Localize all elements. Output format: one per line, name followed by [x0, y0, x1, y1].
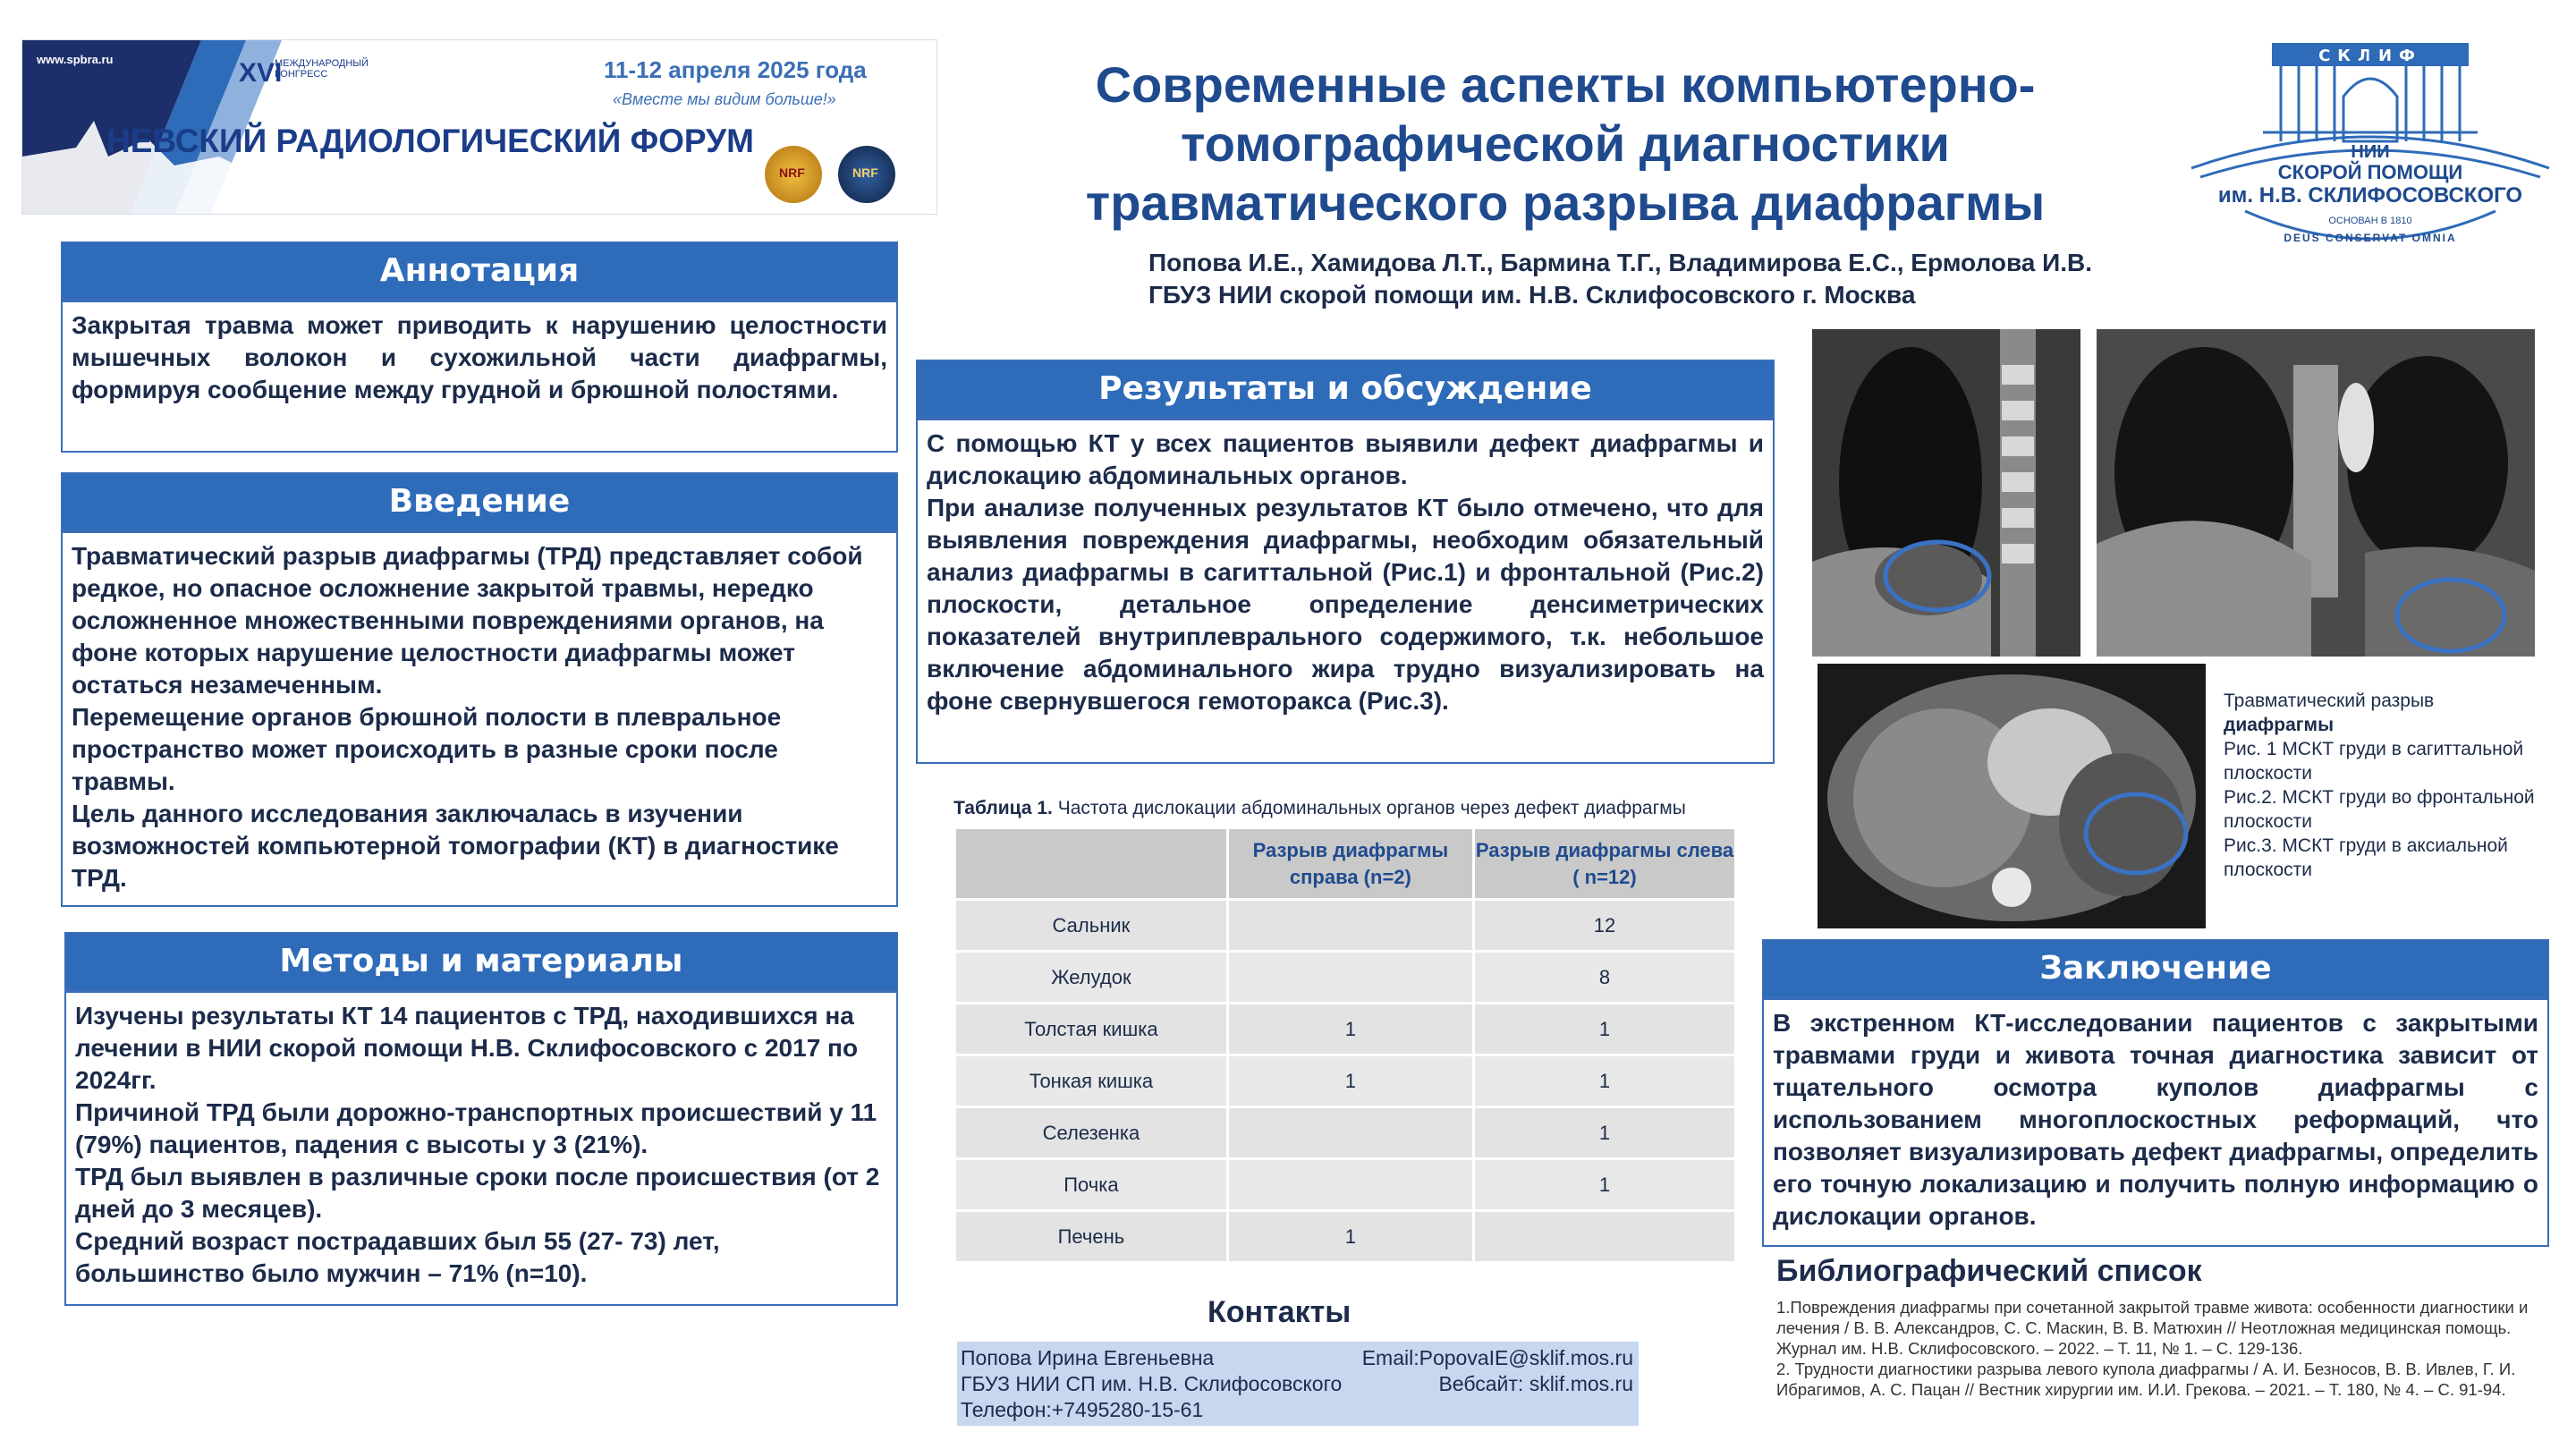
badge-icon — [838, 146, 895, 203]
table-cell: Селезенка — [955, 1107, 1228, 1159]
table-header-cell — [955, 828, 1228, 900]
poster-title — [1029, 55, 2102, 233]
contact-name: Попова Ирина Евгеньевна — [961, 1346, 1215, 1369]
table-cell — [1227, 1107, 1473, 1159]
results-body — [916, 419, 1775, 764]
table-row — [955, 1159, 1736, 1211]
methods-paragraph: Средний возраст пострадавших был 55 (27- 73) лет, большинство было мужчин – 71% (n=10). — [75, 1227, 720, 1287]
table-cell — [1227, 952, 1473, 1004]
affiliation: ГБУЗ НИИ скорой помощи им. Н.В. Склифосовского г. Москва — [1148, 281, 1916, 309]
congress-banner — [21, 39, 937, 215]
table-row — [955, 1055, 1736, 1107]
table-cell: Тонкая кишка — [955, 1055, 1228, 1107]
conclusion-body — [1762, 998, 2549, 1247]
contacts-box — [957, 1342, 1639, 1426]
table-cell: 1 — [1227, 1055, 1473, 1107]
table-caption-label: Таблица 1. — [953, 798, 1053, 818]
table-cell: Печень — [955, 1211, 1228, 1263]
table-cell — [1473, 1211, 1735, 1263]
banner-motto: «Вместе мы видим больше!» — [613, 90, 836, 108]
table-cell: 1 — [1473, 1159, 1735, 1211]
results-header: Результаты и обсуждение — [916, 360, 1775, 419]
logo-founded: ОСНОВАН В 1810 — [2328, 216, 2412, 226]
methods-paragraph: Причиной ТРД были дорожно-транспортных происшествий у 11 (79%) пациентов, падения с высоты у 3 (21%). — [75, 1098, 877, 1158]
methods-paragraph: Изучены результаты КТ 14 пациентов с ТРД, находившихся на лечении в НИИ скорой помощи Н.В. Склифосовского с 2017 по 2024гг. — [75, 1002, 859, 1094]
table-row — [955, 1004, 1736, 1055]
table-cell: 1 — [1227, 1004, 1473, 1055]
badge-label: NRF — [779, 165, 805, 180]
ct-image-frontal — [2097, 329, 2535, 657]
logo-motto: DEUS CONSERVAT OMNIA — [2284, 232, 2457, 244]
table-row — [955, 1107, 1736, 1159]
contact-website[interactable]: Вебсайт: sklif.mos.ru — [1438, 1372, 1633, 1395]
contact-phone: Телефон:+7495280-15-61 — [961, 1398, 1204, 1421]
dislocation-table — [953, 826, 1737, 1264]
ct-image-axial — [1818, 664, 2206, 928]
table-cell: 1 — [1473, 1055, 1735, 1107]
table-cell — [1227, 1159, 1473, 1211]
figure-caption-fig2: Рис.2. МСКТ груди во фронтальной плоскости — [2224, 787, 2535, 832]
intro-paragraph: Перемещение органов брюшной полости в плевральное пространство может происходить в разные сроки после травмы. — [72, 703, 782, 795]
table-cell: 1 — [1227, 1211, 1473, 1263]
table-cell: Сальник — [955, 900, 1228, 952]
table-cell: 1 — [1473, 1004, 1735, 1055]
conclusion-text: В экстренном КТ-исследовании пациентов с закрытыми травмами груди и живота точная диагностика зависит от тщательного осмотра куполов диафрагмы с использованием многоплоскостных реформаций, что позволяет визуализировать дефект диафрагмы, определить его точную локализацию и получить полную информацию о дислокации органов. — [1773, 1009, 2538, 1230]
table-cell: Желудок — [955, 952, 1228, 1004]
banner-forum-name: НЕВСКИЙ РАДИОЛОГИЧЕСКИЙ ФОРУМ — [106, 123, 754, 159]
intro-paragraph: Цель данного исследования заключалась в изучении возможностей компьютерной томографии (КТ) в диагностике ТРД. — [72, 800, 839, 892]
badge-icon — [765, 146, 822, 203]
authors-block — [1148, 247, 2092, 311]
banner-congress: МЕЖДУНАРОДНЫЙ КОНГРЕСС — [275, 58, 369, 80]
table-cell: Толстая кишка — [955, 1004, 1228, 1055]
methods-paragraph: ТРД был выявлен в различные сроки после происшествия (от 2 дней до 3 месяцев). — [75, 1163, 880, 1223]
title-line: томографической диагностики — [1181, 115, 1950, 172]
table-header-row — [955, 828, 1736, 900]
figure-caption-line: Травматический разрыв — [2224, 691, 2435, 711]
logo-top-text: СКЛИФ — [2318, 47, 2422, 65]
figure-caption-fig3: Рис.3. МСКТ груди в аксиальной плоскости — [2224, 835, 2508, 880]
methods-header: Методы и материалы — [64, 932, 898, 991]
banner-url: www.spbra.ru — [37, 53, 114, 66]
contact-org: ГБУЗ НИИ СП им. Н.В. Склифосовского — [961, 1372, 1343, 1395]
intro-paragraph: Травматический разрыв диафрагмы (ТРД) представляет собой редкое, но опасное осложнение закрытой травмы, нередко осложненное множественными повреждениями органов, на фоне которых нарушение целостности диафрагмы может остаться незамеченным. — [72, 542, 863, 699]
table-cell: 12 — [1473, 900, 1735, 952]
table-cell: Почка — [955, 1159, 1228, 1211]
figure-caption-bold: диафрагмы — [2224, 715, 2334, 735]
title-line: Современные аспекты компьютерно- — [1095, 56, 2036, 113]
table-row — [955, 900, 1736, 952]
bibliography-item: 2. Трудности диагностики разрыва левого купола диафрагмы / А. И. Безносов, В. В. Ивлев, Г. И. Ибрагимов, А. С. Пацан // Вестник хирургии им. И.И. Грекова. – 2021. – Т. 180, № 4. – С. 91-94. — [1776, 1360, 2516, 1399]
banner-roman-numeral: XVI — [239, 58, 283, 88]
contact-email[interactable]: Email:PopovaIE@sklif.mos.ru — [1361, 1346, 1633, 1369]
results-paragraph: При анализе полученных результатов КТ было отмечено, что для выявления повреждения диафрагмы, необходим обязательный анализ диафрагмы в сагиттальной (Рис.1) и фронтальной (Рис.2) плоскости, детальное определение денсиметрических показателей внутриплеврального содержимого, т.к. небольшое включение абдоминального жира трудно визуализировать на фоне свернувшегося гемоторакса (Рис.3). — [927, 494, 1764, 715]
table-caption-text: Частота дислокации абдоминальных органов через дефект диафрагмы — [1052, 798, 1686, 818]
methods-body — [64, 991, 898, 1306]
table-row — [955, 1211, 1736, 1263]
table-row — [955, 952, 1736, 1004]
table-cell: 1 — [1473, 1107, 1735, 1159]
table-cell — [1227, 900, 1473, 952]
figure-caption-fig1: Рис. 1 МСКТ груди в сагиттальной плоскости — [2224, 739, 2524, 784]
annotation-header: Аннотация — [61, 242, 898, 301]
intro-header: Введение — [61, 472, 898, 531]
table-cell: 8 — [1473, 952, 1735, 1004]
bibliography-list — [1776, 1297, 2546, 1400]
contacts-title: Контакты — [1208, 1295, 1352, 1329]
logo-text: СКОРОЙ ПОМОЩИ — [2277, 161, 2463, 183]
figure-caption — [2224, 689, 2546, 882]
intro-body — [61, 531, 898, 907]
badge-label: NRF — [852, 165, 878, 180]
table-header-cell: Разрыв диафрагмы слева ( n=12) — [1473, 828, 1735, 900]
logo-text: НИИ — [2351, 142, 2390, 162]
author-names: Попова И.Е., Хамидова Л.Т., Бармина Т.Г., Владимирова Е.С., Ермолова И.В. — [1148, 249, 2093, 276]
logo-text: им. Н.В. СКЛИФОСОВСКОГО — [2217, 183, 2523, 208]
annotation-text: Закрытая травма может приводить к нарушению целостности мышечных волокон и сухожильной части диафрагмы, формируя сообщение между грудной и брюшной полостями. — [72, 311, 887, 403]
table-header-cell: Разрыв диафрагмы справа (n=2) — [1227, 828, 1473, 900]
annotation-body — [61, 301, 898, 453]
title-line: травматического разрыва диафрагмы — [1085, 174, 2046, 231]
banner-date: 11-12 апреля 2025 года — [604, 56, 867, 83]
results-paragraph: С помощью КТ у всех пациентов выявили дефект диафрагмы и дислокацию абдоминальных органов. — [927, 429, 1764, 489]
bibliography-item: 1.Повреждения диафрагмы при сочетанной закрытой травме живота: особенности диагностики и лечения / В. В. Александров, С. С. Маскин, В. В. Матюхин // Неотложная медицинская помощь. Журнал им. Н.В. Склифосовского. – 2022. – Т. 11, № 1. – С. 129-136. — [1776, 1298, 2529, 1358]
sklif-logo-icon — [2182, 43, 2558, 258]
table-caption — [953, 798, 1686, 819]
conclusion-header: Заключение — [1762, 939, 2549, 998]
ct-image-sagittal — [1812, 329, 2080, 657]
bibliography-title: Библиографический список — [1776, 1254, 2202, 1288]
